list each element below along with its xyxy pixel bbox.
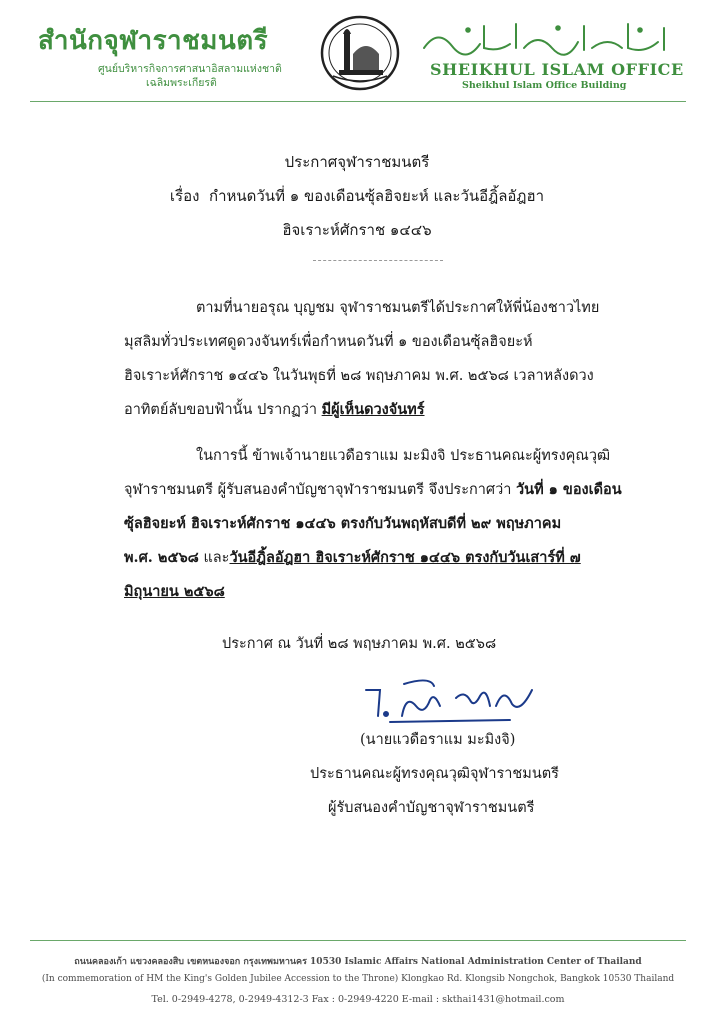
moon-sighted-highlight: มีผู้เห็นดวงจันทร์ [321, 401, 425, 418]
para2-line5: มิถุนายน ๒๕๖๘ [124, 583, 225, 600]
footer-address-line1: ถนนคลองเก้า แขวงคลองสิบ เขตหนองจอก กรุงเทพมหานคร 10530 Islamic Affairs National Administration Center of Thailand [74, 957, 642, 967]
office-thai-subtitle-2: เฉลิมพระเกียรติ [146, 77, 217, 89]
para2-line2-bold: วันที่ ๑ ของเดือน [516, 481, 622, 498]
footer-contact: Tel. 0-2949-4278, 0-2949-4312-3 Fax : 0-2949-4220 E-mail : skthai1431@hotmail.com [151, 994, 565, 1005]
signer-name: (นายแวดือราแม มะมิงจิ) [360, 732, 516, 748]
signer-position-2: ผู้รับสนองคำบัญชาจุฬาราชมนตรี [328, 800, 535, 816]
office-english-title: SHEIKHUL ISLAM OFFICE [430, 60, 684, 79]
footer-address-line2: (In commemoration of HM the King's Golden Jubilee Accession to the Throne) Klongkao Rd. Klongsib Nongchok, Bangkok 10530 Thailand [41, 974, 675, 984]
para2-line4 [124, 546, 581, 569]
subject-label: เรื่อง [169, 187, 200, 205]
subject-text: กำหนดวันที่ ๑ ของเดือนซุ้ลฮิจยะห์ และวันอีฎิ้ลอัฎฮา [209, 187, 545, 205]
para1-line2: มุสลิมทั่วประเทศดูดวงจันทร์เพื่อกำหนดวันที่ ๑ ของเดือนซุ้ลฮิจยะห์ [124, 334, 533, 350]
para2-line3: ซุ้ลฮิจยะห์ ฮิจเราะห์ศักราช ๑๔๔๖ ตรงกับวันพฤหัสบดีที่ ๒๙ พฤษภาคม [124, 515, 562, 532]
office-english-subtitle: Sheikhul Islam Office Building [462, 80, 627, 91]
para1-line3: ฮิจเราะห์ศักราช ๑๔๔๖ ในวันพุธที่ ๒๘ พฤษภาคม พ.ศ. ๒๕๖๘ เวลาหลังดวง [124, 368, 594, 384]
announce-date: ประกาศ ณ วันที่ ๒๘ พฤษภาคม พ.ศ. ๒๕๖๘ [222, 636, 497, 652]
announcement-year: ฮิจเราะห์ศักราช ๑๔๔๖ [282, 221, 432, 239]
para2-line2 [124, 478, 622, 501]
para2-line1: ในการนี้ ข้าพเจ้านายแวดือราแม มะมิงจิ ประธานคณะผู้ทรงคุณวุฒิ [196, 448, 611, 464]
arabic-calligraphy-logo [418, 18, 680, 58]
announcement-subject [0, 184, 714, 208]
para2-line4-and: และ [198, 550, 230, 566]
para1-line4-text: อาทิตย์ลับขอบฟ้านั้น ปรากฏว่า [124, 402, 322, 418]
para2-line4-bold: พ.ศ. ๒๕๖๘ [124, 549, 199, 566]
header-divider [30, 101, 686, 102]
office-thai-subtitle: ศูนย์บริหารกิจการศาสนาอิสลามแห่งชาติ [98, 63, 282, 75]
eid-date-highlight: วันอีฎิ้ลอัฎฮา ฮิจเราะห์ศักราช ๑๔๔๖ ตรงกับวันเสาร์ที่ ๗ [229, 549, 581, 566]
office-seal-icon [319, 14, 401, 92]
announcement-title: ประกาศจุฬาราชมนตรี [284, 153, 430, 171]
para1-line1: ตามที่นายอรุณ บุญชม จุฬาราชมนตรีได้ประกาศให้พี่น้องชาวไทย [196, 300, 600, 316]
handwritten-signature [360, 676, 550, 728]
para2-line2-text: จุฬาราชมนตรี ผู้รับสนองคำบัญชาจุฬาราชมนตรี จึงประกาศว่า [124, 482, 517, 498]
office-thai-title: สำนักจุฬาราชมนตรี [38, 26, 269, 56]
title-separator [313, 260, 443, 261]
para1-line4 [124, 398, 425, 421]
signer-position-1: ประธานคณะผู้ทรงคุณวุฒิจุฬาราชมนตรี [310, 766, 559, 782]
footer-divider [30, 940, 686, 941]
